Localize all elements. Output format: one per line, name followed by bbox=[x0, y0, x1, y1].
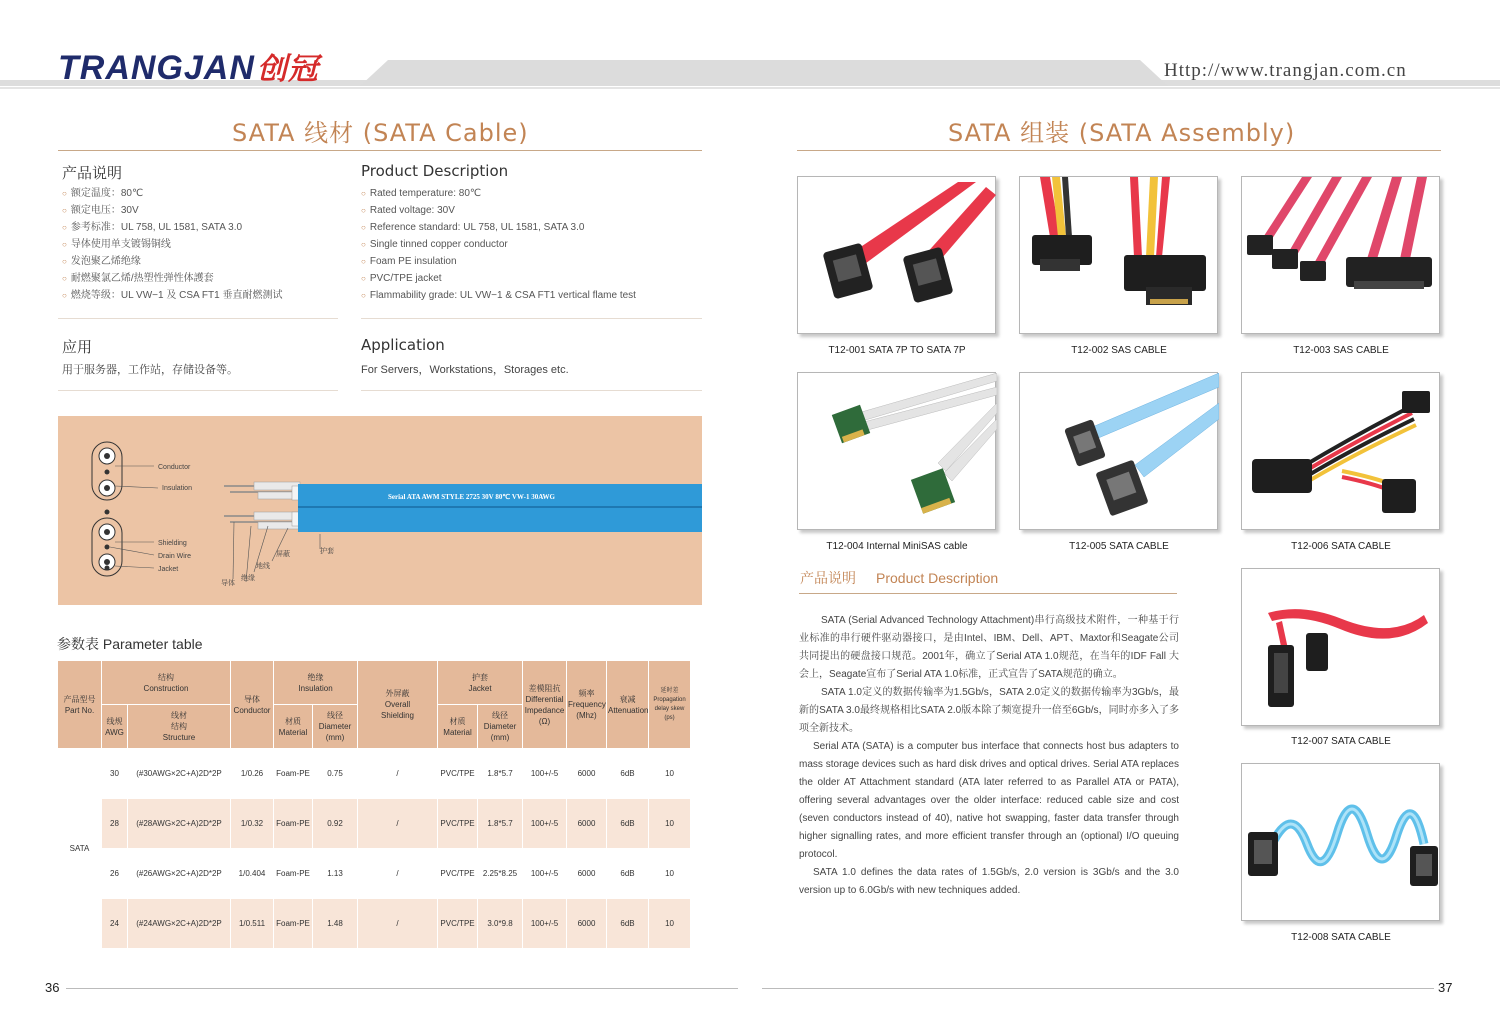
parameter-table-title: 参数表 Parameter table bbox=[57, 636, 203, 652]
list-item: ○ 发泡聚乙烯绝缘 bbox=[62, 253, 282, 270]
cell-awg: 26 bbox=[102, 849, 128, 899]
cell-structure: (#24AWG×2C+A)2D*2P bbox=[128, 899, 231, 949]
diagram-label-insulation: Insulation bbox=[162, 485, 192, 492]
list-item: ○ 燃烧等级：UL VW−1 及 CSA FT1 垂直耐燃测试 bbox=[62, 287, 282, 304]
desc-en-heading: Product Description bbox=[361, 162, 509, 180]
footer-line-right bbox=[762, 988, 1434, 989]
page-number-left: 36 bbox=[45, 980, 60, 995]
header-structure: 线材 结构 Structure bbox=[128, 705, 231, 749]
cell-attenuation: 6dB bbox=[607, 799, 649, 849]
cell-shield: / bbox=[358, 749, 438, 799]
product-caption: T12-008 SATA CABLE bbox=[1291, 932, 1391, 943]
cell-frequency: 6000 bbox=[567, 799, 607, 849]
sas-cable-image bbox=[1020, 177, 1219, 335]
cell-jk-diameter: 3.0*9.8 bbox=[478, 899, 523, 949]
app-cn-text: 用于服务器，工作站，存储设备等。 bbox=[62, 364, 238, 376]
header-insulation: 绝缘 Insulation bbox=[274, 661, 358, 705]
list-item: ○ PVC/TPE jacket bbox=[361, 270, 636, 287]
list-item: ○ Rated voltage: 30V bbox=[361, 202, 636, 219]
list-item: ○ Single tinned copper conductor bbox=[361, 236, 636, 253]
cell-ins-material: Foam-PE bbox=[274, 799, 313, 849]
header-overall-shielding: 外屏蔽 Overall Shielding bbox=[358, 661, 438, 749]
table-row bbox=[58, 749, 691, 799]
header-ins-diameter: 线径 Diameter (mm) bbox=[313, 705, 358, 749]
cell-shield: / bbox=[358, 799, 438, 849]
desc-en-list bbox=[361, 185, 636, 304]
divider bbox=[361, 318, 702, 319]
product-caption: T12-001 SATA 7P TO SATA 7P bbox=[828, 345, 966, 356]
desc-cn-heading: 产品说明 bbox=[62, 164, 123, 182]
list-item: ○ Flammability grade: UL VW−1 & CSA FT1 vertical flame test bbox=[361, 287, 636, 304]
header-jk-diameter: 线径 Diameter (mm) bbox=[478, 705, 523, 749]
app-en-text: For Servers，Workstations，Storages etc. bbox=[361, 364, 569, 376]
desc-paragraph: Serial ATA (SATA) is a computer bus interface that connects host bus adapters to mass storage devices such as hard disk drives and optical drives. Serial ATA replaces the older AT Attachment standard (ATA later referred to as Parallel ATA or PATA), offering several advantages over the older interface: reduced cable size and cost (seven conductors instead of 40), native hot swapping, faster data transfer through higher signalling rates, and more efficient transfer through an (optional) I/O queuing protocol. bbox=[799, 741, 1179, 860]
cable-print-text: Serial ATA AWM STYLE 2725 30V 80℃ VW-1 30AWG bbox=[388, 493, 555, 501]
logo-text-en: TRANGJAN bbox=[58, 49, 255, 87]
cell-skew: 10 bbox=[649, 799, 691, 849]
list-item: ○ 导体使用单支镀锡铜线 bbox=[62, 236, 282, 253]
diagram-label-cn-shield: 屏蔽 bbox=[276, 550, 290, 558]
product-caption: T12-007 SATA CABLE bbox=[1291, 736, 1391, 747]
cable-structure-diagram bbox=[58, 416, 702, 605]
divider bbox=[58, 390, 338, 391]
cell-awg: 28 bbox=[102, 799, 128, 849]
desc-cn-list bbox=[62, 185, 282, 304]
product-image-t12-005[interactable] bbox=[1019, 372, 1218, 530]
cell-attenuation: 6dB bbox=[607, 899, 649, 949]
brand-logo bbox=[58, 44, 319, 88]
exposed-wires bbox=[224, 482, 310, 529]
diagram-label-conductor: Conductor bbox=[158, 464, 191, 471]
diagram-label-cn-jacket: 护套 bbox=[320, 547, 334, 555]
list-item: ○ Foam PE insulation bbox=[361, 253, 636, 270]
cell-jk-diameter: 1.8*5.7 bbox=[478, 799, 523, 849]
diagram-label-cn-conductor: 导体 bbox=[221, 579, 235, 587]
cell-jk-material: PVC/TPE bbox=[438, 899, 478, 949]
header-conductor: 导体 Conductor bbox=[231, 661, 274, 749]
sata-power-cable-image bbox=[1242, 373, 1441, 531]
cell-jk-material: PVC/TPE bbox=[438, 849, 478, 899]
right-section-title: SATA 组装 (SATA Assembly) bbox=[948, 119, 1296, 147]
header-frequency: 频率 Frequency (Mhz) bbox=[567, 661, 607, 749]
app-cn-heading: 应用 bbox=[62, 338, 93, 356]
cell-shield: / bbox=[358, 849, 438, 899]
cross-section bbox=[92, 442, 158, 576]
cell-conductor: 1/0.511 bbox=[231, 899, 274, 949]
product-caption: T12-006 SATA CABLE bbox=[1291, 541, 1391, 552]
left-title-divider bbox=[58, 150, 702, 151]
product-image-t12-004[interactable] bbox=[797, 372, 996, 530]
cell-attenuation: 6dB bbox=[607, 749, 649, 799]
sata-red-cable-image bbox=[1242, 569, 1441, 727]
header-awg: 线规 AWG bbox=[102, 705, 128, 749]
cell-ins-diameter: 0.75 bbox=[313, 749, 358, 799]
table-row bbox=[58, 849, 691, 899]
product-image-t12-008[interactable] bbox=[1241, 763, 1440, 921]
list-item: ○ Rated temperature: 80℃ bbox=[361, 185, 636, 202]
cell-ins-diameter: 1.48 bbox=[313, 899, 358, 949]
list-item: ○ 耐燃聚氯乙烯/热塑性弹性体護套 bbox=[62, 270, 282, 287]
cell-ins-material: Foam-PE bbox=[274, 849, 313, 899]
diagram-label-drain-wire: Drain Wire bbox=[158, 553, 192, 560]
cell-shield: / bbox=[358, 899, 438, 949]
cell-awg: 30 bbox=[102, 749, 128, 799]
page-number-right: 37 bbox=[1438, 980, 1453, 995]
sas-fanout-cable-image bbox=[1242, 177, 1441, 335]
header-part-no: 产品型号 Part No. bbox=[58, 661, 102, 749]
diagram-label-cn-drain: 地线 bbox=[256, 562, 270, 570]
cell-impedance: 100+/-5 bbox=[523, 849, 567, 899]
header-attenuation: 衰减 Attenuation bbox=[607, 661, 649, 749]
list-item: ○ 参考标准：UL 758, UL 1581, SATA 3.0 bbox=[62, 219, 282, 236]
product-caption: T12-004 Internal MiniSAS cable bbox=[826, 541, 968, 552]
product-caption: T12-002 SAS CABLE bbox=[1071, 345, 1167, 356]
product-image-t12-001[interactable] bbox=[797, 176, 996, 334]
cell-structure: (#30AWG×2C+A)2D*2P bbox=[128, 749, 231, 799]
cell-ins-diameter: 1.13 bbox=[313, 849, 358, 899]
cell-impedance: 100+/-5 bbox=[523, 899, 567, 949]
desc-paragraph: SATA 1.0 defines the data rates of 1.5Gb/s, 2.0 version is 3Gb/s and the 3.0 version up to 6.0Gb/s with new techniques added. bbox=[799, 867, 1179, 896]
desc-paragraph: SATA 1.0定义的数据传输率为1.5Gb/s，SATA 2.0定义的数据传输率为3Gb/s，最新的SATA 3.0最终规格相比SATA 2.0版本除了频宽提升一倍至6Gb/s，同时亦多入了多项全新技术。 bbox=[799, 687, 1179, 734]
right-desc-body bbox=[799, 612, 1179, 900]
parameter-table bbox=[57, 660, 691, 949]
table-header-row bbox=[58, 661, 691, 705]
sata-uv-blue-cable-image bbox=[1242, 764, 1441, 922]
cell-awg: 24 bbox=[102, 899, 128, 949]
cell-impedance: 100+/-5 bbox=[523, 749, 567, 799]
right-desc-divider bbox=[799, 593, 1177, 594]
cell-frequency: 6000 bbox=[567, 899, 607, 949]
cell-conductor: 1/0.32 bbox=[231, 799, 274, 849]
cell-structure: (#28AWG×2C+A)2D*2P bbox=[128, 799, 231, 849]
cable-diagram-svg bbox=[58, 416, 702, 605]
sata-right-angle-cable-image bbox=[1020, 373, 1219, 531]
header-impedance: 差模阻抗 Differential Impedance (Ω) bbox=[523, 661, 567, 749]
cell-skew: 10 bbox=[649, 749, 691, 799]
diagram-label-shielding: Shielding bbox=[158, 540, 187, 547]
right-desc-heading bbox=[800, 568, 998, 588]
right-desc-heading-cn: 产品说明 bbox=[800, 570, 856, 586]
footer-line-left bbox=[66, 988, 738, 989]
app-en-heading: Application bbox=[361, 336, 445, 354]
table-row bbox=[58, 899, 691, 949]
diagram-label-cn-insulation: 绝缘 bbox=[241, 574, 255, 582]
cell-ins-material: Foam-PE bbox=[274, 749, 313, 799]
flat-cable-seam bbox=[298, 506, 702, 508]
desc-paragraph: SATA (Serial Advanced Technology Attachment)串行高级技术附件，一种基于行业标准的串行硬件驱动器接口，是由Intel、IBM、Dell、APT、Maxtor和Seagate公司共同提出的硬盘接口规范。2001年，确立了Serial ATA 1.0规范，在当年的IDF Fall 大会上，Seagate宣布了Serial ATA 1.0标准，正式宣告了SATA规范的确立。 bbox=[799, 615, 1179, 680]
cell-conductor: 1/0.404 bbox=[231, 849, 274, 899]
product-image-t12-007[interactable] bbox=[1241, 568, 1440, 726]
cell-jk-material: PVC/TPE bbox=[438, 749, 478, 799]
table-row bbox=[58, 799, 691, 849]
product-caption: T12-003 SAS CABLE bbox=[1293, 345, 1389, 356]
header-ins-material: 材质 Material bbox=[274, 705, 313, 749]
product-caption: T12-005 SATA CABLE bbox=[1069, 541, 1169, 552]
list-item: ○ Reference standard: UL 758, UL 1581, SATA 3.0 bbox=[361, 219, 636, 236]
diagram-label-jacket: Jacket bbox=[158, 566, 179, 573]
product-image-t12-002[interactable] bbox=[1019, 176, 1218, 334]
cell-skew: 10 bbox=[649, 899, 691, 949]
cell-part-no: SATA bbox=[58, 749, 102, 949]
left-section-title: SATA 线材 (SATA Cable) bbox=[232, 119, 529, 147]
header-delay-skew: 延时差 Propagation delay skew (ps) bbox=[649, 661, 691, 749]
cell-ins-diameter: 0.92 bbox=[313, 799, 358, 849]
cell-ins-material: Foam-PE bbox=[274, 899, 313, 949]
cell-frequency: 6000 bbox=[567, 749, 607, 799]
right-title-divider bbox=[797, 150, 1441, 151]
cell-attenuation: 6dB bbox=[607, 849, 649, 899]
list-item: ○ 额定温度：80℃ bbox=[62, 185, 282, 202]
divider bbox=[58, 318, 338, 319]
cell-conductor: 1/0.26 bbox=[231, 749, 274, 799]
sata-cable-image bbox=[798, 177, 997, 335]
header-construction: 结构 Construction bbox=[102, 661, 231, 705]
website-url[interactable]: Http://www.trangjan.com.cn bbox=[1164, 60, 1407, 81]
cell-jk-diameter: 2.25*8.25 bbox=[478, 849, 523, 899]
list-item: ○ 额定电压：30V bbox=[62, 202, 282, 219]
right-desc-heading-en: Product Description bbox=[876, 570, 999, 586]
header-jk-material: 材质 Material bbox=[438, 705, 478, 749]
minisas-cable-image bbox=[798, 373, 997, 531]
product-image-t12-006[interactable] bbox=[1241, 372, 1440, 530]
cell-structure: (#26AWG×2C+A)2D*2P bbox=[128, 849, 231, 899]
cell-impedance: 100+/-5 bbox=[523, 799, 567, 849]
cell-frequency: 6000 bbox=[567, 849, 607, 899]
cell-skew: 10 bbox=[649, 849, 691, 899]
divider bbox=[361, 390, 702, 391]
header-jacket: 护套 Jacket bbox=[438, 661, 523, 705]
product-image-t12-003[interactable] bbox=[1241, 176, 1440, 334]
cell-jk-material: PVC/TPE bbox=[438, 799, 478, 849]
cell-jk-diameter: 1.8*5.7 bbox=[478, 749, 523, 799]
logo-text-cn: 创冠 bbox=[256, 53, 319, 86]
